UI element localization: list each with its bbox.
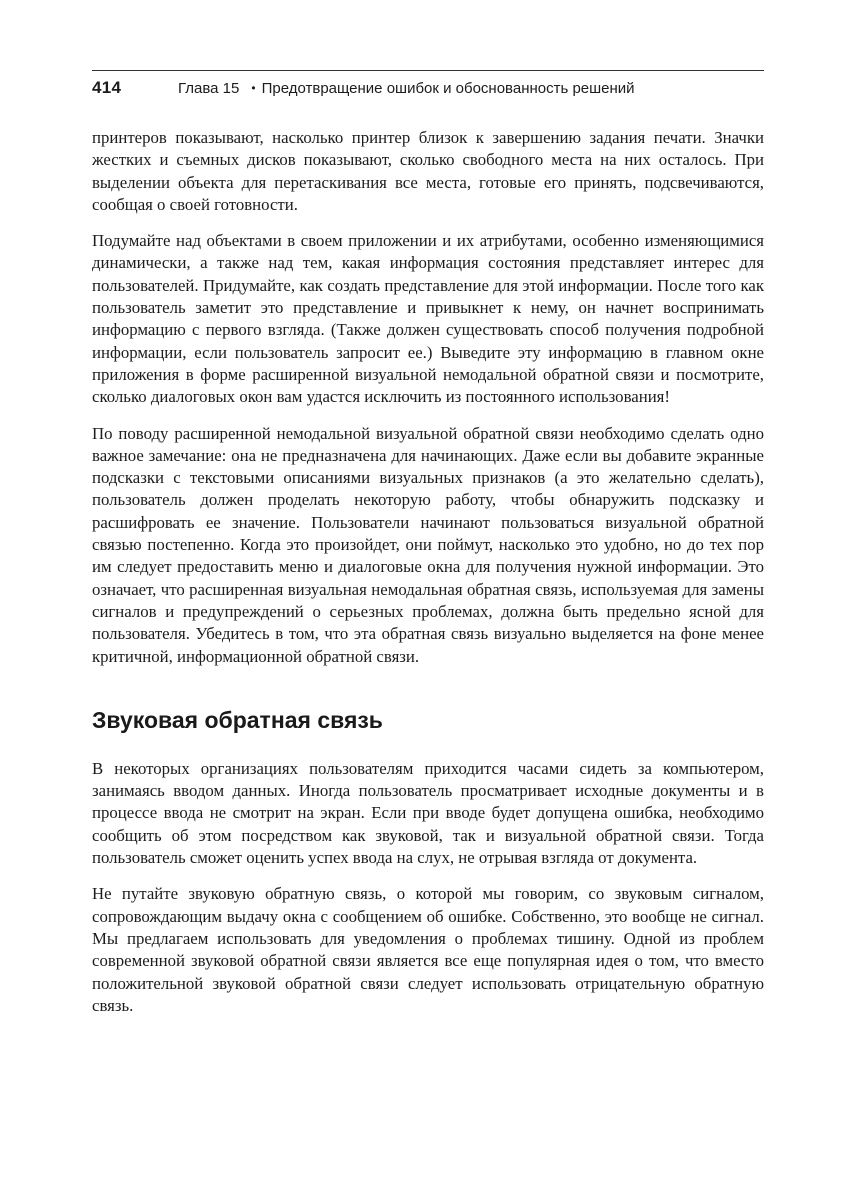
section-heading: Звуковая обратная связь — [92, 706, 383, 733]
body-paragraph: Подумайте над объектами в своем приложении и их атрибутами, особенно изменяющимися динамически, а также над тем, какая информация состояния представляет интерес для пользователей. Придумайте, как создать представление для этой информации. После того как пользователь заметит это представление и привыкнет к нему, он начнет воспринимать информацию с первого взгляда. (Также должен существовать способ получения подробной информации, если пользователь запросит ее.) Выведите эту информацию в главном окне приложения в форме расширенной визуальной немодальной обратной связи и посмотрите, сколько диалоговых окон вам удастся исключить из постоянного использования! — [92, 231, 764, 407]
chapter-label: Глава 15 — [178, 79, 240, 97]
body-paragraph: принтеров показывают, насколько принтер близок к завершению задания печати. Значки жестких и съемных дисков показывают, сколько свободного места на них осталось. При выделении объекта для перетаскивания все места, готовые его принять, подсвечиваются, сообщая о своей готовности. — [92, 128, 764, 214]
page-number: 414 — [92, 78, 122, 97]
section-paragraph: В некоторых организациях пользователям приходится часами сидеть за компьютером, занимаясь вводом данных. Иногда пользователь просматривает исходные документы и в процессе ввода не смотрит на экран. Если при вводе будет допущена ошибка, необходимо сообщить об этом посредством как звуковой, так и визуальной обратной связи. Тогда пользователь сможет оценить успех ввода на слух, не отрывая взгляда от документа. — [92, 758, 764, 868]
book-page — [92, 70, 764, 1031]
page-body — [92, 127, 764, 1017]
running-header — [92, 70, 764, 105]
header-bullet: • — [251, 81, 256, 95]
body-paragraph: По поводу расширенной немодальной визуальной обратной связи необходимо сделать одно важное замечание: она не предназначена для начинающих. Даже если вы добавите экранные подсказки с текстовыми описаниями визуальных признаков (а это желательно сделать), пользователь должен проделать некоторую работу, чтобы обнаружить подсказку и расшифровать ее значение. Пользователи начинают пользоваться визуальной обратной связью постепенно. Когда это произойдет, они поймут, насколько это удобно, но до тех пор им следует предоставить меню и диалоговые окна для получения нужной информации. Это означает, что расширенная визуальная немодальная обратная связь, используемая для замены сигналов и предупреждений о серьезных проблемах, должна быть предельно ясной для пользователя. Убедитесь в том, что эта обратная связь визуально выделяется на фоне менее критичной, информационной обратной связи. — [92, 423, 764, 666]
section-paragraph: Не путайте звуковую обратную связь, о которой мы говорим, со звуковым сигналом, сопровождающим выдачу окна с сообщением об ошибке. Собственно, это вообще не сигнал. Мы предлагаем использовать для уведомления о проблемах тишину. Одной из проблем современной звуковой обратной связи является все еще популярная идея о том, что вместо положительной звуковой обратной связи следует использовать отрицательную обратную связь. — [92, 884, 764, 1015]
chapter-title: Предотвращение ошибок и обоснованность решений — [261, 79, 635, 97]
